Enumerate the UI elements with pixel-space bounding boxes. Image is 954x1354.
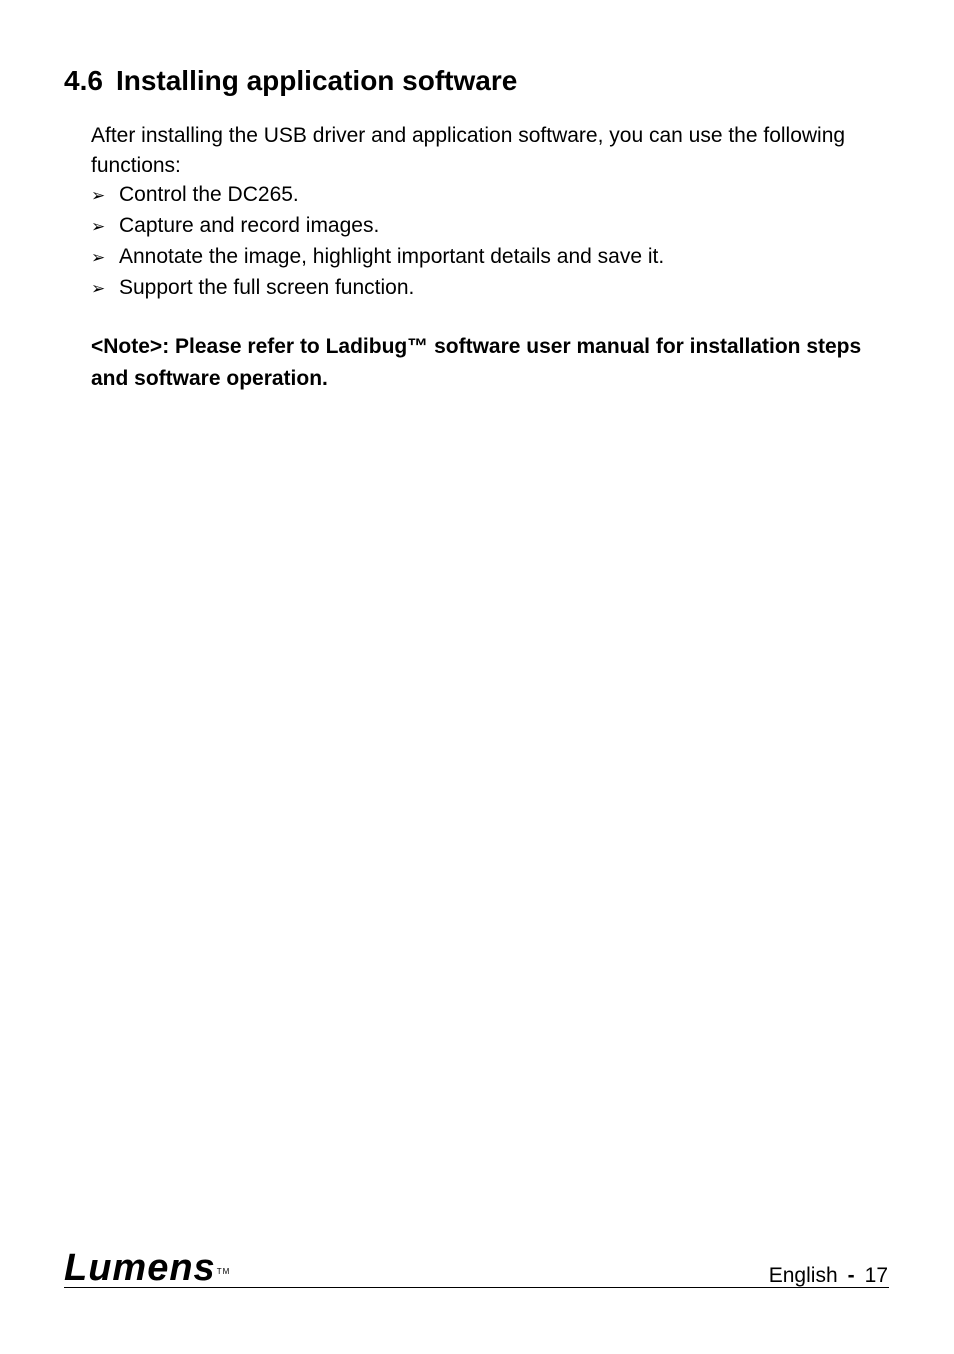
arrow-bullet-icon: ➢ bbox=[91, 279, 106, 298]
arrow-bullet-icon: ➢ bbox=[91, 186, 106, 205]
list-item-text: Support the full screen function. bbox=[119, 276, 415, 299]
footer-language: English bbox=[768, 1264, 838, 1287]
list-item-text: Control the DC265. bbox=[119, 183, 299, 206]
section-title: Installing application software bbox=[115, 65, 518, 96]
note-paragraph: <Note>: Please refer to Ladibug™ software user manual for installation steps and software operation. bbox=[91, 335, 862, 390]
page-number: 17 bbox=[864, 1264, 888, 1287]
lumens-logo bbox=[64, 1246, 230, 1290]
list-item-text: Annotate the image, highlight important details and save it. bbox=[119, 245, 665, 268]
arrow-bullet-icon: ➢ bbox=[91, 248, 106, 267]
intro-paragraph: After installing the USB driver and application software, you can use the following functions: bbox=[91, 124, 846, 177]
list-item bbox=[91, 180, 664, 211]
page-footer-label bbox=[769, 1263, 888, 1289]
footer-divider bbox=[64, 1287, 889, 1288]
list-item bbox=[91, 242, 664, 273]
section-number: 4.6 bbox=[64, 65, 103, 96]
list-item bbox=[91, 273, 664, 304]
logo-trademark: TM bbox=[216, 1267, 231, 1276]
logo-text: Lumens bbox=[64, 1247, 216, 1289]
section-heading bbox=[64, 62, 517, 100]
arrow-bullet-icon: ➢ bbox=[91, 217, 106, 236]
feature-list bbox=[91, 180, 664, 304]
list-item bbox=[91, 211, 664, 242]
list-item-text: Capture and record images. bbox=[119, 214, 380, 237]
footer-separator: - bbox=[847, 1264, 855, 1287]
